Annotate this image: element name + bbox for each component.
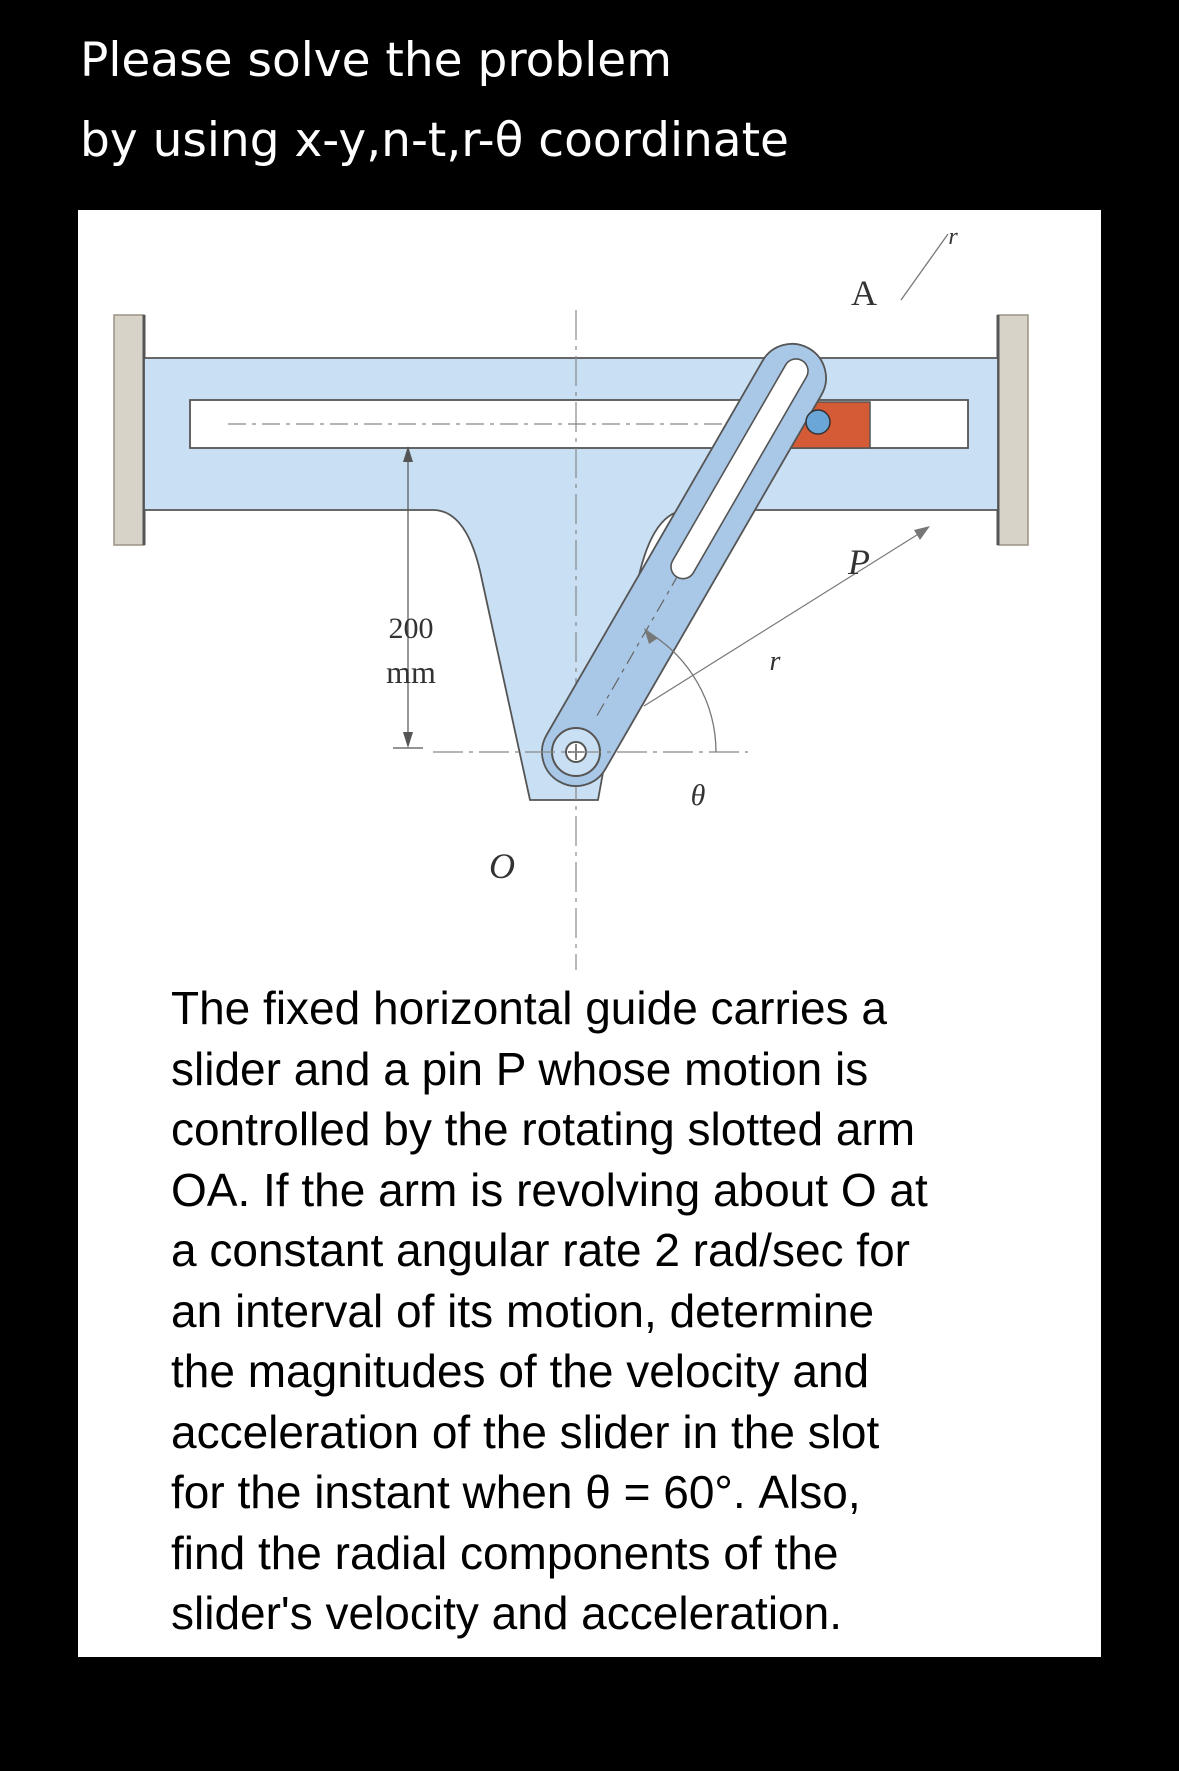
label-dim-unit: mm bbox=[386, 654, 436, 690]
header-line-1: Please solve the problem bbox=[80, 33, 672, 88]
problem-line: slider's velocity and acceleration. bbox=[171, 1587, 842, 1639]
pin-p bbox=[806, 410, 830, 434]
r-dimension-arrow bbox=[914, 526, 930, 540]
problem-line: OA. If the arm is revolving about O at bbox=[171, 1163, 928, 1216]
problem-line: an interval of its motion, determine bbox=[171, 1284, 875, 1337]
problem-line: find the radial components of the bbox=[171, 1526, 839, 1579]
right-wall bbox=[998, 315, 1028, 545]
label-theta: θ bbox=[690, 779, 706, 812]
label-p: P bbox=[848, 542, 870, 582]
label-o: O bbox=[489, 846, 515, 886]
label-r-mid: r bbox=[769, 646, 781, 677]
problem-line: slider and a pin P whose motion is bbox=[171, 1042, 869, 1095]
left-wall bbox=[114, 315, 144, 545]
label-a: A bbox=[851, 273, 877, 313]
r-axis-line bbox=[901, 234, 948, 300]
problem-line: The fixed horizontal guide carries a bbox=[171, 982, 887, 1034]
label-dim-value: 200 bbox=[388, 612, 434, 645]
problem-card bbox=[78, 210, 1101, 1657]
header-line-2: by using x-y,n-t,r-θ coordinate bbox=[80, 113, 789, 168]
problem-line: controlled by the rotating slotted arm bbox=[171, 1103, 916, 1155]
problem-line: a constant angular rate 2 rad/sec for bbox=[171, 1224, 910, 1276]
label-r-top: r bbox=[948, 224, 958, 250]
problem-statement bbox=[171, 978, 1051, 1644]
problem-line: acceleration of the slider in the slot bbox=[171, 1405, 880, 1458]
mechanism-figure bbox=[78, 210, 1101, 1010]
problem-line: the magnitudes of the velocity and bbox=[171, 1345, 870, 1397]
dimension-arrow-bottom bbox=[403, 732, 413, 748]
problem-line: for the instant when θ = 60°. Also, bbox=[171, 1466, 861, 1518]
mechanism-diagram bbox=[78, 210, 1101, 1010]
